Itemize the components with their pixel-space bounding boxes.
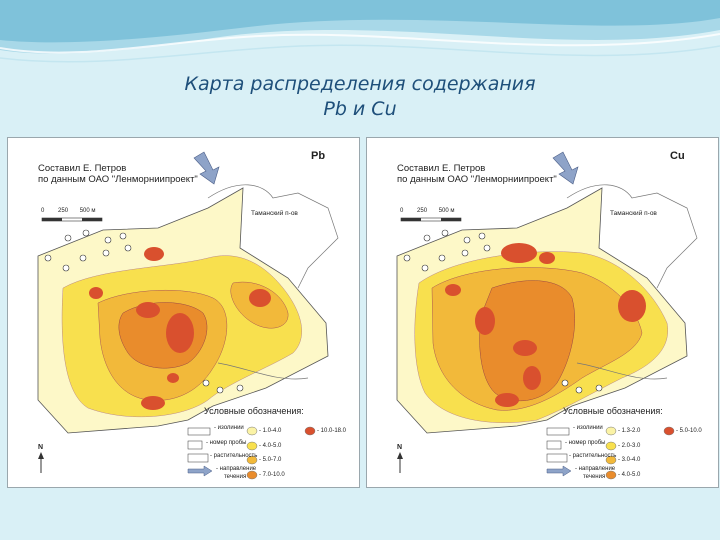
- cu-hotspot-3: [475, 307, 495, 335]
- cu-legend-class-5: - 5.0-10.0: [676, 428, 702, 434]
- cu-hotspot-8: [495, 393, 519, 407]
- pb-scale-labels: 0 250 500 м: [41, 208, 96, 214]
- cu-legend-flow-2: течения: [583, 474, 606, 480]
- pb-hotspot-2: [136, 302, 160, 318]
- slide-title-line1: Карта распределения содержания: [184, 73, 536, 95]
- cu-hotspot-6: [445, 284, 461, 296]
- map-panel-cu: [366, 137, 719, 488]
- cu-hotspot-1: [501, 243, 537, 263]
- cu-legend-class-3: - 3.0-4.0: [618, 457, 641, 463]
- cu-legend-isolines: - изолинии: [573, 425, 603, 431]
- pb-hotspot-4: [144, 247, 164, 261]
- cu-legend-class-4: - 4.0-5.0: [618, 472, 641, 478]
- pb-legend-class-3: - 5.0-7.0: [259, 457, 282, 463]
- pb-legend-class-5: - 10.0-18.0: [317, 428, 347, 434]
- cu-hotspot-5: [618, 290, 646, 322]
- pb-metal-label: Pb: [311, 150, 326, 162]
- pb-hotspot-3: [249, 289, 271, 307]
- cu-author-block: [397, 163, 557, 185]
- pb-map-drawing: [8, 138, 359, 487]
- cu-map-drawing: [367, 138, 718, 487]
- cu-hotspot-2: [539, 252, 555, 264]
- cu-author-line1: Составил Е. Петров: [397, 163, 486, 174]
- cu-legend-vegetation: - растительность: [569, 453, 617, 459]
- pb-legend-class-1: - 1.0-4.0: [259, 428, 282, 434]
- map-panel-pb: [7, 137, 360, 488]
- cu-place-label: Таманский п-ов: [610, 210, 657, 217]
- cu-metal-label: Cu: [670, 150, 685, 162]
- cu-author-line2: по данным ОАО "Ленморниипроект": [397, 174, 557, 185]
- pb-legend-title: Условные обозначения:: [204, 406, 304, 416]
- pb-author-line2: по данным ОАО "Ленморниипроект": [38, 174, 198, 185]
- pb-author-block: [38, 163, 198, 185]
- slide-title-line2: Pb и Cu: [323, 98, 397, 120]
- cu-hotspot-4: [513, 340, 537, 356]
- cu-legend-class-2: - 2.0-3.0: [618, 443, 641, 449]
- pb-legend-class-2: - 4.0-5.0: [259, 443, 282, 449]
- pb-legend-flow-2: течения: [224, 474, 247, 480]
- pb-place-label: Таманский п-ов: [251, 210, 298, 217]
- pb-author-line1: Составил Е. Петров: [38, 163, 127, 174]
- pb-hotspot-6: [89, 287, 103, 299]
- pb-hotspot-1: [166, 313, 194, 353]
- pb-legend-isolines: - изолинии: [214, 425, 244, 431]
- cu-legend-sampling: - номер пробы: [565, 440, 606, 446]
- pb-legend-vegetation: - растительность: [210, 453, 258, 459]
- cu-hotspot-7: [523, 366, 541, 390]
- pb-hotspot-5: [141, 396, 165, 410]
- cu-legend-title: Условные обозначения:: [563, 406, 663, 416]
- pb-legend-sampling: - номер пробы: [206, 440, 247, 446]
- pb-hotspot-7: [167, 373, 179, 383]
- cu-legend-class-1: - 1.3-2.0: [618, 428, 641, 434]
- pb-legend-class-4: - 7.0-10.0: [259, 472, 285, 478]
- pb-north-label: N: [38, 444, 44, 451]
- cu-scale-labels: 0 250 500 м: [400, 208, 455, 214]
- pb-legend-flow-1: - направление: [216, 466, 257, 472]
- cu-legend-flow-1: - направление: [575, 466, 616, 472]
- cu-north-label: N: [397, 444, 403, 451]
